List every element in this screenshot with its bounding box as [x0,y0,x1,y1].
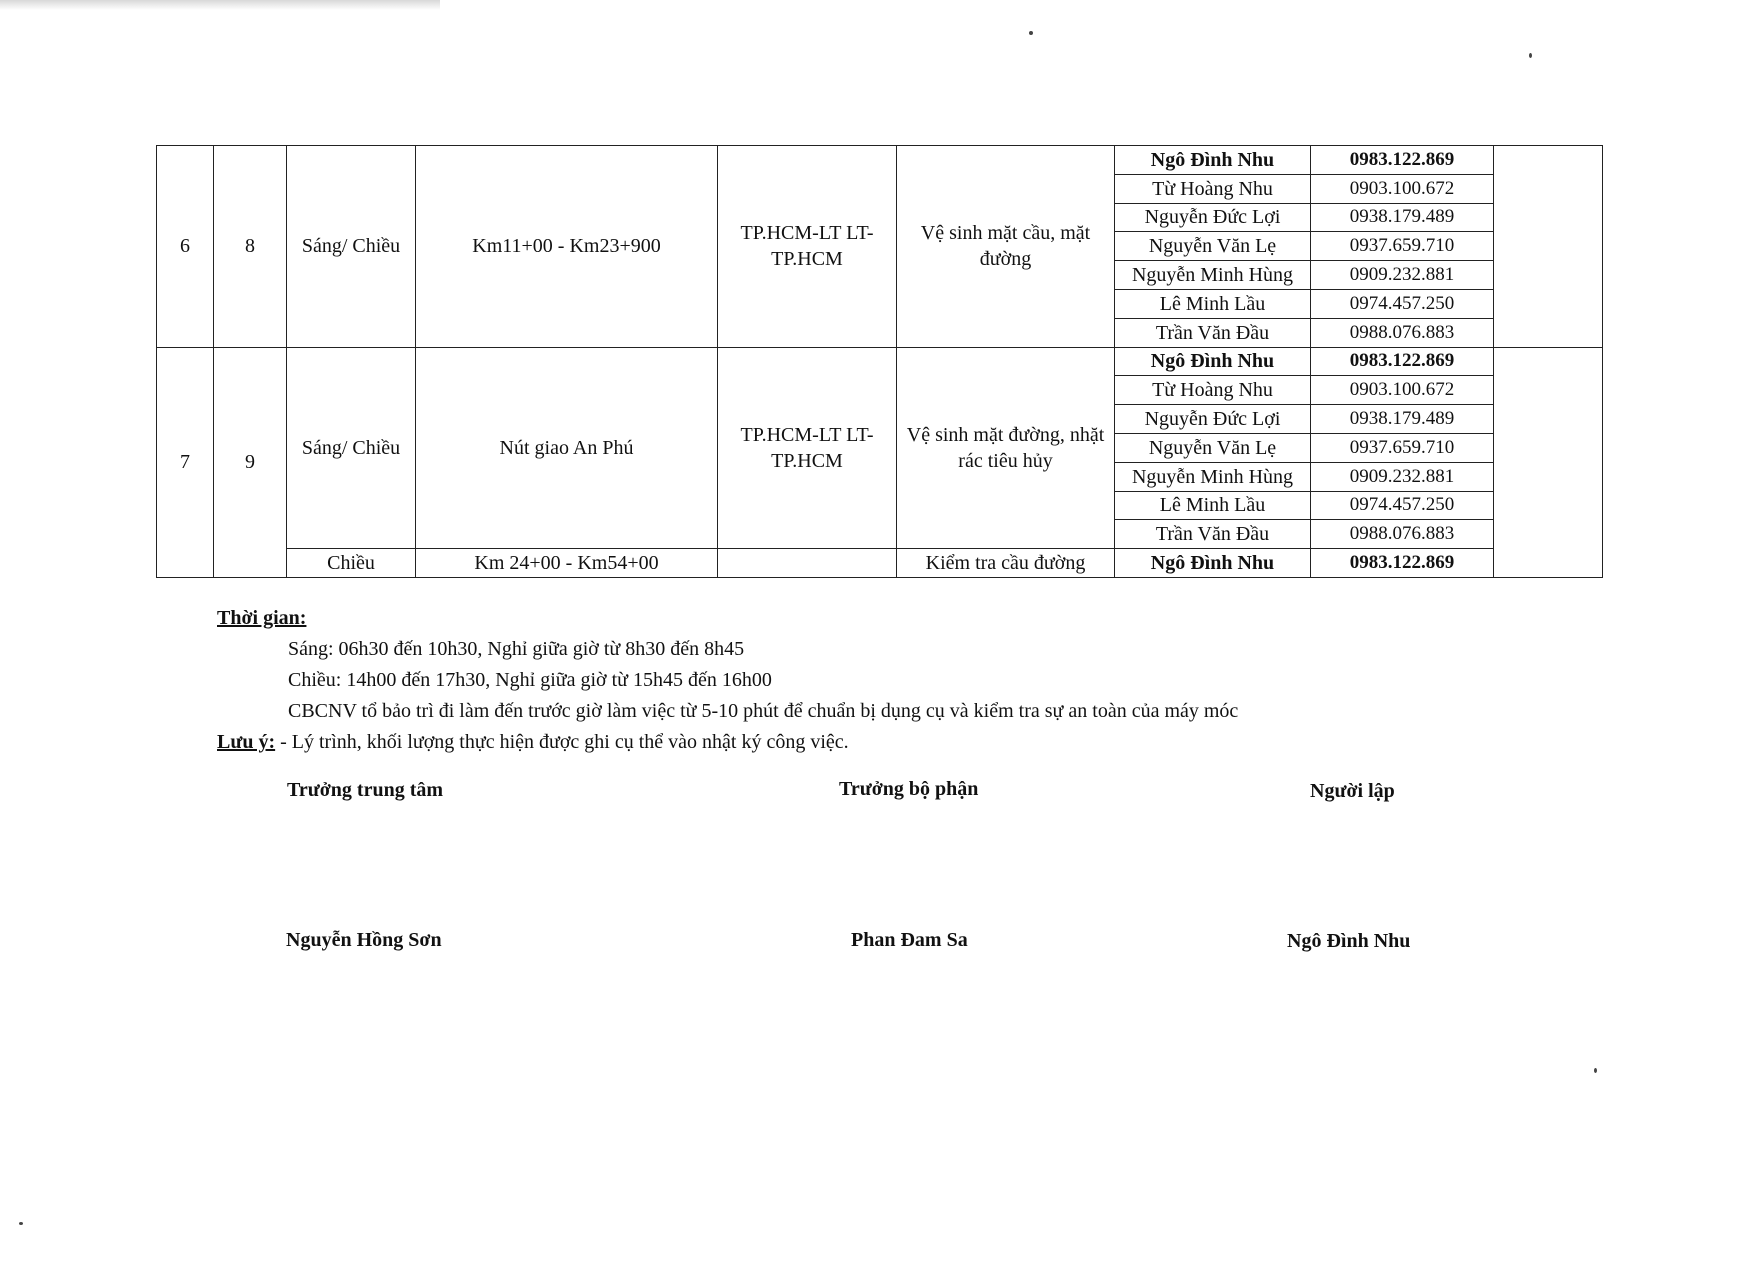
staff-phone: 0974.457.250 [1311,491,1494,520]
scan-speck [19,1222,23,1225]
afternoon-hours: Chiều: 14h00 đến 17h30, Nghỉ giữa giờ từ 15h45 đến 16h00 [288,669,772,691]
staff-name: Lê Minh Lầu [1115,491,1311,520]
task-cell: Vệ sinh mặt đường, nhặt rác tiêu hủy [897,347,1115,549]
stt-cell: 6 [157,146,214,348]
location-cell: Nút giao An Phú [416,347,718,549]
staff-phone: 0983.122.869 [1311,347,1494,376]
staff-phone: 0909.232.881 [1311,462,1494,491]
staff-phone: 0983.122.869 [1311,146,1494,175]
table-row [157,549,1603,578]
signature-title-left: Trưởng trung tâm [287,779,444,801]
morning-hours: Sáng: 06h30 đến 10h30, Nghỉ giữa giờ từ 8h30 đến 8h45 [288,638,745,660]
staff-name: Nguyễn Đức Lợi [1115,405,1311,434]
staff-phone: 0938.179.489 [1311,405,1494,434]
number-cell: 8 [214,146,287,348]
staff-phone: 0937.659.710 [1311,433,1494,462]
remark-heading: Lưu ý: [217,731,276,753]
staff-name: Lê Minh Lầu [1115,289,1311,318]
table-row [157,347,1603,376]
signature-name-middle: Phan Đam Sa [851,929,968,951]
blank-cell [1494,347,1603,577]
notes-section [217,603,1238,758]
route-cell [718,549,897,578]
staff-name: Trần Văn Đầu [1115,318,1311,347]
staff-name: Từ Hoàng Nhu [1115,376,1311,405]
route-cell: TP.HCM-LT LT-TP.HCM [718,347,897,549]
task-cell: Kiểm tra cầu đường [897,549,1115,578]
staff-name: Trần Văn Đầu [1115,520,1311,549]
route-cell: TP.HCM-LT LT-TP.HCM [718,146,897,348]
staff-phone: 0983.122.869 [1311,549,1494,578]
staff-name: Ngô Đình Nhu [1115,549,1311,578]
time-heading: Thời gian: [217,607,307,629]
staff-name: Ngô Đình Nhu [1115,146,1311,175]
signature-title-right: Người lập [1310,780,1395,802]
staff-note: CBCNV tổ bảo trì đi làm đến trước giờ làm việc từ 5-10 phút để chuẩn bị dụng cụ và kiểm tra sự an toàn của máy móc [288,700,1239,722]
signature-name-left: Nguyễn Hồng Sơn [286,929,442,951]
staff-name: Nguyễn Minh Hùng [1115,261,1311,290]
signature-title-middle: Trưởng bộ phận [839,778,979,800]
location-cell: Km11+00 - Km23+900 [416,146,718,348]
staff-name: Nguyễn Văn Lẹ [1115,232,1311,261]
staff-name: Từ Hoàng Nhu [1115,174,1311,203]
staff-name: Nguyễn Đức Lợi [1115,203,1311,232]
location-cell: Km 24+00 - Km54+00 [416,549,718,578]
table-row [157,146,1603,175]
staff-name: Ngô Đình Nhu [1115,347,1311,376]
staff-name: Nguyễn Minh Hùng [1115,462,1311,491]
remark-line [217,727,1238,758]
staff-phone: 0903.100.672 [1311,174,1494,203]
shift-cell: Sáng/ Chiều [287,347,416,549]
maintenance-schedule-table [156,145,1603,578]
staff-phone: 0988.076.883 [1311,520,1494,549]
staff-phone: 0903.100.672 [1311,376,1494,405]
shift-cell: Chiều [287,549,416,578]
number-cell: 9 [214,347,287,577]
stt-cell: 7 [157,347,214,577]
staff-phone: 0937.659.710 [1311,232,1494,261]
remark-text: - Lý trình, khối lượng thực hiện được ghi cụ thể vào nhật ký công việc. [275,731,849,753]
scan-speck [1594,1068,1597,1073]
task-cell: Vệ sinh mặt cầu, mặt đường [897,146,1115,348]
signature-name-right: Ngô Đình Nhu [1287,930,1411,952]
scan-speck [1529,53,1532,58]
staff-name: Nguyễn Văn Lẹ [1115,433,1311,462]
staff-phone: 0988.076.883 [1311,318,1494,347]
scan-shadow [0,0,440,10]
staff-phone: 0938.179.489 [1311,203,1494,232]
staff-phone: 0909.232.881 [1311,261,1494,290]
scan-speck [1029,31,1033,35]
blank-cell [1494,146,1603,348]
shift-cell: Sáng/ Chiều [287,146,416,348]
staff-phone: 0974.457.250 [1311,289,1494,318]
